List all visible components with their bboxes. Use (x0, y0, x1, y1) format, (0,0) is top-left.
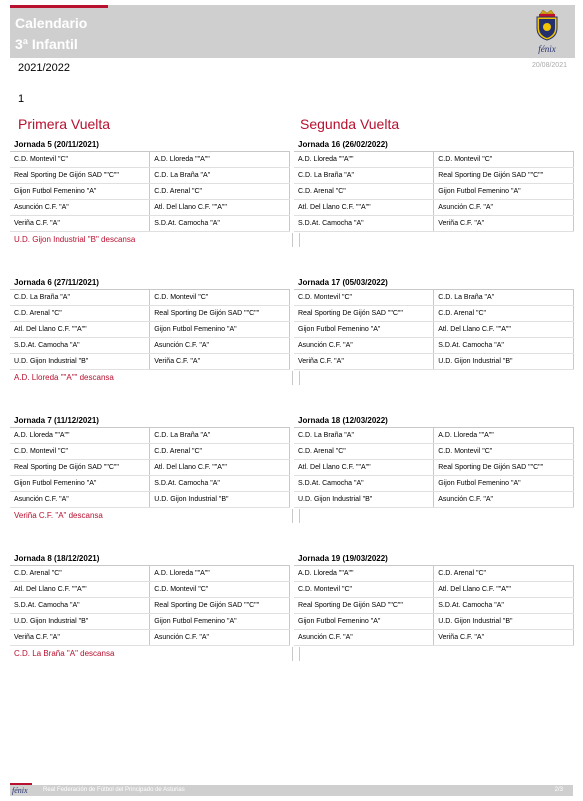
jornada-title: Jornada 18 (12/03/2022) (294, 414, 574, 428)
match-row (294, 582, 574, 598)
match-row (294, 476, 574, 492)
away-team: Gijon Futbol Femenino "A" (434, 184, 574, 200)
match-table (10, 290, 290, 370)
home-team: Atl. Del Llano C.F. ""A"" (294, 460, 434, 476)
page-title: Calendario (15, 15, 88, 31)
away-team: Veriña C.F. "A" (434, 630, 574, 646)
away-team: Atl. Del Llano C.F. ""A"" (434, 582, 574, 598)
page-footer (10, 785, 573, 796)
away-team: U.D. Gijon Industrial "B" (434, 354, 574, 370)
jornada-title: Jornada 5 (20/11/2021) (10, 138, 290, 152)
away-team: U.D. Gijon Industrial "B" (150, 492, 290, 508)
match-row (10, 630, 290, 646)
match-table (294, 290, 574, 370)
home-team: Veriña C.F. "A" (10, 630, 150, 646)
home-team: Gijon Futbol Femenino "A" (10, 184, 150, 200)
home-team: Atl. Del Llano C.F. ""A"" (294, 200, 434, 216)
match-row (10, 168, 290, 184)
away-team: C.D. Arenal "C" (150, 184, 290, 200)
home-team: Veriña C.F. "A" (10, 216, 150, 232)
match-row (10, 460, 290, 476)
jornada-title: Jornada 16 (26/02/2022) (294, 138, 574, 152)
bye-team: C.D. La Braña "A" descansa (10, 647, 300, 661)
column-divider (292, 509, 293, 523)
home-team: S.D.At. Camocha "A" (294, 476, 434, 492)
federation-logo (529, 8, 565, 52)
away-team: C.D. Montevil "C" (150, 290, 290, 306)
match-table (294, 566, 574, 646)
jornada-title: Jornada 17 (05/03/2022) (294, 276, 574, 290)
page-header (10, 5, 575, 58)
column-divider (292, 233, 293, 247)
away-team: C.D. Montevil "C" (434, 444, 574, 460)
match-row (294, 460, 574, 476)
away-team: Veriña C.F. "A" (434, 216, 574, 232)
match-row (294, 354, 574, 370)
match-row (294, 216, 574, 232)
match-row (294, 630, 574, 646)
home-team: S.D.At. Camocha "A" (294, 216, 434, 232)
home-team: U.D. Gijon Industrial "B" (294, 492, 434, 508)
bye-team: U.D. Gijon Industrial "B" descansa (10, 233, 300, 247)
match-row (294, 306, 574, 322)
match-row (294, 322, 574, 338)
away-team: A.D. Lloreda ""A"" (150, 566, 290, 582)
home-team: Veriña C.F. "A" (294, 354, 434, 370)
away-team: Asunción C.F. "A" (434, 200, 574, 216)
jornada-title: Jornada 8 (18/12/2021) (10, 552, 290, 566)
segunda-jornada (294, 138, 574, 232)
match-row (10, 354, 290, 370)
match-row (10, 184, 290, 200)
home-team: Asunción C.F. "A" (294, 338, 434, 354)
away-team: C.D. Arenal "C" (434, 566, 574, 582)
jornada-title: Jornada 7 (11/12/2021) (10, 414, 290, 428)
home-team: A.D. Lloreda ""A"" (294, 566, 434, 582)
home-team: C.D. Montevil "C" (10, 152, 150, 168)
away-team: Gijon Futbol Femenino "A" (150, 614, 290, 630)
primera-jornada (10, 552, 290, 646)
primera-jornada (10, 276, 290, 370)
home-team: C.D. Montevil "C" (294, 582, 434, 598)
away-team: S.D.At. Camocha "A" (434, 598, 574, 614)
match-table (10, 152, 290, 232)
jornada-title: Jornada 6 (27/11/2021) (10, 276, 290, 290)
home-team: Atl. Del Llano C.F. ""A"" (10, 582, 150, 598)
segunda-jornada (294, 414, 574, 508)
home-team: U.D. Gijon Industrial "B" (10, 354, 150, 370)
match-table (10, 566, 290, 646)
match-row (294, 168, 574, 184)
away-team: Atl. Del Llano C.F. ""A"" (150, 460, 290, 476)
footer-brand: fénix (12, 786, 28, 795)
match-row (10, 598, 290, 614)
match-row (10, 290, 290, 306)
print-date: 20/08/2021 (531, 62, 567, 69)
away-team: A.D. Lloreda ""A"" (434, 428, 574, 444)
away-team: C.D. Montevil "C" (434, 152, 574, 168)
match-row (294, 200, 574, 216)
brand-label: fénix (538, 44, 556, 54)
primera-jornada (10, 138, 290, 232)
home-team: U.D. Gijon Industrial "B" (10, 614, 150, 630)
home-team: Gijon Futbol Femenino "A" (294, 614, 434, 630)
match-row (10, 428, 290, 444)
home-team: Asunción C.F. "A" (294, 630, 434, 646)
home-team: Real Sporting De Gijón SAD ""C"" (294, 306, 434, 322)
home-team: Real Sporting De Gijón SAD ""C"" (294, 598, 434, 614)
home-team: A.D. Lloreda ""A"" (294, 152, 434, 168)
home-team: A.D. Lloreda ""A"" (10, 428, 150, 444)
match-table (294, 428, 574, 508)
column-divider (292, 371, 293, 385)
home-team: C.D. La Braña "A" (294, 168, 434, 184)
match-table (294, 152, 574, 232)
match-row (294, 492, 574, 508)
footer-page-number: 2/3 (554, 787, 563, 793)
match-row (10, 338, 290, 354)
away-team: Gijon Futbol Femenino "A" (150, 322, 290, 338)
away-team: C.D. Montevil "C" (150, 582, 290, 598)
match-row (294, 566, 574, 582)
page-subtitle: 3ª Infantil (15, 36, 78, 52)
match-row (10, 582, 290, 598)
away-team: C.D. Arenal "C" (434, 306, 574, 322)
away-team: Atl. Del Llano C.F. ""A"" (150, 200, 290, 216)
bye-team: A.D. Lloreda ""A"" descansa (10, 371, 300, 385)
away-team: S.D.At. Camocha "A" (150, 476, 290, 492)
match-row (10, 444, 290, 460)
home-team: C.D. Arenal "C" (294, 184, 434, 200)
match-row (294, 614, 574, 630)
segunda-jornada (294, 276, 574, 370)
away-team: Real Sporting De Gijón SAD ""C"" (150, 306, 290, 322)
home-team: C.D. Arenal "C" (294, 444, 434, 460)
home-team: S.D.At. Camocha "A" (10, 598, 150, 614)
away-team: Asunción C.F. "A" (150, 630, 290, 646)
match-row (294, 428, 574, 444)
match-row (10, 322, 290, 338)
segunda-vuelta-heading: Segunda Vuelta (300, 116, 400, 132)
away-team: Gijon Futbol Femenino "A" (434, 476, 574, 492)
home-team: Real Sporting De Gijón SAD ""C"" (10, 168, 150, 184)
jornada-title: Jornada 19 (19/03/2022) (294, 552, 574, 566)
away-team: Real Sporting De Gijón SAD ""C"" (434, 460, 574, 476)
column-divider (292, 647, 293, 661)
away-team: Real Sporting De Gijón SAD ""C"" (434, 168, 574, 184)
match-row (10, 216, 290, 232)
away-team: Asunción C.F. "A" (434, 492, 574, 508)
home-team: C.D. La Braña "A" (10, 290, 150, 306)
match-row (10, 152, 290, 168)
home-team: Real Sporting De Gijón SAD ""C"" (10, 460, 150, 476)
home-team: Asunción C.F. "A" (10, 492, 150, 508)
home-team: C.D. Arenal "C" (10, 566, 150, 582)
match-row (294, 338, 574, 354)
away-team: C.D. La Braña "A" (150, 168, 290, 184)
home-team: Gijon Futbol Femenino "A" (10, 476, 150, 492)
match-row (294, 184, 574, 200)
away-team: Asunción C.F. "A" (150, 338, 290, 354)
primera-jornada (10, 414, 290, 508)
home-team: C.D. Montevil "C" (10, 444, 150, 460)
segunda-jornada (294, 552, 574, 646)
crest-icon (529, 8, 565, 42)
away-team: Veriña C.F. "A" (150, 354, 290, 370)
match-row (10, 566, 290, 582)
bye-team: Veriña C.F. "A" descansa (10, 509, 300, 523)
match-row (294, 290, 574, 306)
match-row (10, 492, 290, 508)
home-team: Gijon Futbol Femenino "A" (294, 322, 434, 338)
away-team: C.D. La Braña "A" (150, 428, 290, 444)
away-team: S.D.At. Camocha "A" (150, 216, 290, 232)
away-team: Atl. Del Llano C.F. ""A"" (434, 322, 574, 338)
match-row (10, 200, 290, 216)
match-row (294, 598, 574, 614)
primera-vuelta-heading: Primera Vuelta (18, 116, 111, 132)
match-table (10, 428, 290, 508)
home-team: Atl. Del Llano C.F. ""A"" (10, 322, 150, 338)
away-team: Real Sporting De Gijón SAD ""C"" (150, 598, 290, 614)
match-row (10, 476, 290, 492)
page-number: 1 (18, 93, 25, 105)
away-team: S.D.At. Camocha "A" (434, 338, 574, 354)
match-row (10, 306, 290, 322)
away-team: C.D. Arenal "C" (150, 444, 290, 460)
home-team: S.D.At. Camocha "A" (10, 338, 150, 354)
away-team: C.D. La Braña "A" (434, 290, 574, 306)
header-accent-bar (10, 5, 108, 8)
season-label: 2021/2022 (18, 62, 70, 74)
away-team: U.D. Gijon Industrial "B" (434, 614, 574, 630)
home-team: C.D. Arenal "C" (10, 306, 150, 322)
match-row (294, 152, 574, 168)
home-team: C.D. Montevil "C" (294, 290, 434, 306)
home-team: Asunción C.F. "A" (10, 200, 150, 216)
match-row (10, 614, 290, 630)
match-row (294, 444, 574, 460)
home-team: C.D. La Braña "A" (294, 428, 434, 444)
away-team: A.D. Lloreda ""A"" (150, 152, 290, 168)
footer-organization: Real Federación de Fútbol del Principado de Asturias (43, 787, 185, 793)
